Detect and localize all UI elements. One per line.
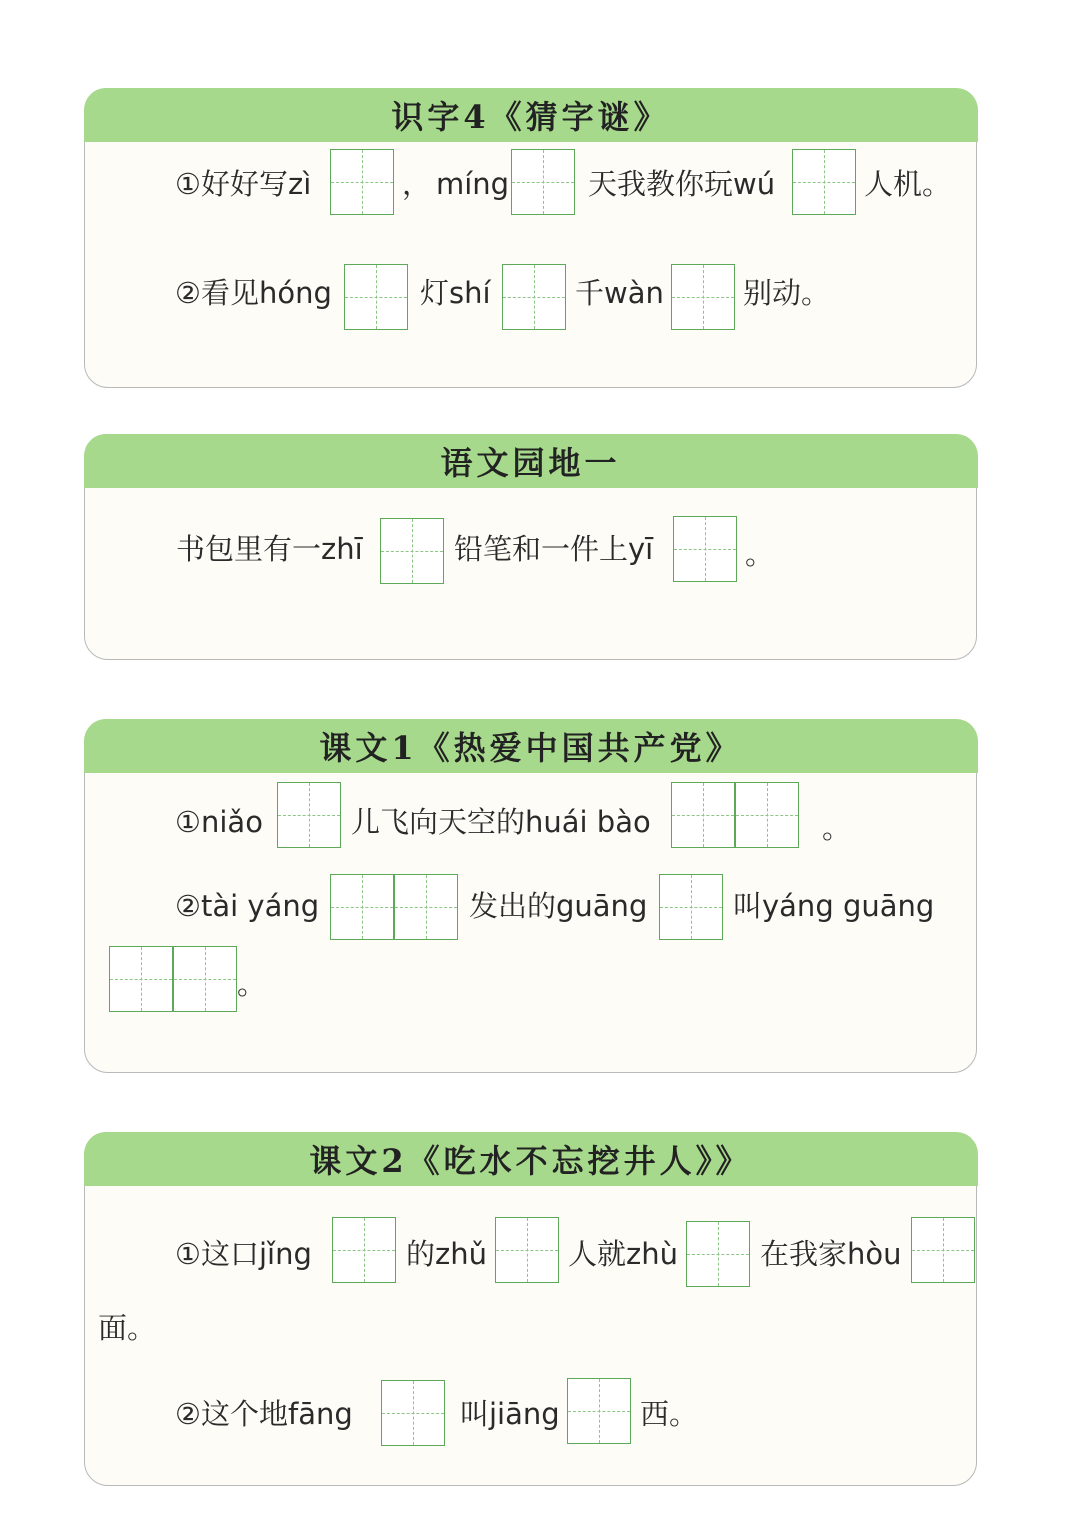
answer-box[interactable] <box>671 264 735 330</box>
question-text: 。 <box>822 811 852 845</box>
answer-box[interactable] <box>735 782 799 848</box>
question-text: 别动。 <box>743 276 831 310</box>
question-text: ②这个地fāng <box>175 1397 353 1431</box>
answer-box[interactable] <box>381 1380 445 1446</box>
section-title: 识字4《猜字谜》 <box>84 88 978 142</box>
question-text: ， <box>402 167 432 201</box>
answer-box[interactable] <box>173 946 237 1012</box>
section-title: 语文园地一 <box>84 434 978 488</box>
question-text: 发出的guāng <box>469 889 648 923</box>
answer-box[interactable] <box>686 1221 750 1287</box>
answer-box[interactable] <box>330 149 394 215</box>
answer-box[interactable] <box>659 874 723 940</box>
answer-box[interactable] <box>277 782 341 848</box>
answer-box[interactable] <box>495 1217 559 1283</box>
answer-box[interactable] <box>511 149 575 215</box>
question-text: 在我家hòu <box>760 1237 902 1271</box>
question-text: 叫yáng guāng <box>733 889 935 923</box>
answer-box[interactable] <box>344 264 408 330</box>
section-title: 课文1《热爱中国共产党》 <box>84 719 978 773</box>
question-text: ①这口jǐng <box>175 1237 312 1271</box>
answer-box[interactable] <box>380 518 444 584</box>
question-text: míng <box>436 167 510 201</box>
question-text: 天我教你玩wú <box>588 167 776 201</box>
question-text: 西。 <box>640 1397 699 1431</box>
question-text: 铅笔和一件上yī <box>454 532 654 566</box>
answer-box[interactable] <box>567 1378 631 1444</box>
question-text: 灯shí <box>420 276 491 310</box>
answer-box[interactable] <box>109 946 173 1012</box>
answer-box[interactable] <box>502 264 566 330</box>
answer-box[interactable] <box>911 1217 975 1283</box>
question-text: ①好好写zì <box>175 167 312 201</box>
question-text: 人就zhù <box>568 1237 678 1271</box>
answer-box[interactable] <box>671 782 735 848</box>
answer-box[interactable] <box>792 149 856 215</box>
question-text: ②看见hóng <box>175 276 332 310</box>
question-text: 的zhǔ <box>406 1237 487 1271</box>
answer-box[interactable] <box>673 516 737 582</box>
question-text: 儿飞向天空的huái bào <box>351 805 651 839</box>
answer-box[interactable] <box>394 874 458 940</box>
question-text: 面。 <box>98 1311 157 1345</box>
section-card-1 <box>84 88 977 388</box>
answer-box[interactable] <box>330 874 394 940</box>
question-text: 千wàn <box>575 276 664 310</box>
question-text: 人机。 <box>864 167 952 201</box>
question-text: 叫jiāng <box>460 1397 560 1431</box>
question-text: 。 <box>745 537 775 571</box>
question-text: 书包里有一zhī <box>176 532 363 566</box>
question-text: ①niǎo <box>175 805 263 839</box>
answer-box[interactable] <box>332 1217 396 1283</box>
question-text: ②tài yáng <box>175 889 320 923</box>
question-text: 。 <box>237 967 267 1001</box>
section-title: 课文2《吃水不忘挖井人》》 <box>84 1132 978 1186</box>
section-card-4 <box>84 1132 977 1486</box>
